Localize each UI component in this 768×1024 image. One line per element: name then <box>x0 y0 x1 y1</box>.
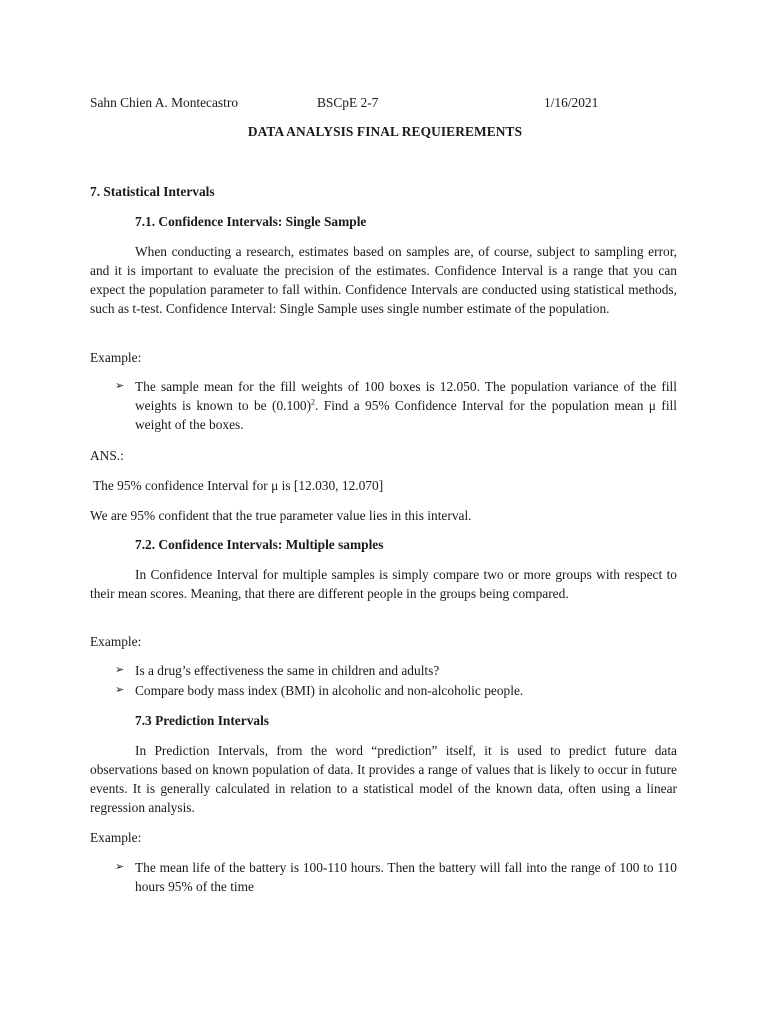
course-section: BSCpE 2-7 <box>317 95 379 110</box>
section-heading: 7. Statistical Intervals <box>90 184 215 199</box>
subsection-heading-7-2: 7.2. Confidence Intervals: Multiple samples <box>135 537 384 552</box>
superscript: 2 <box>311 397 316 407</box>
bullet-text: Compare body mass index (BMI) in alcoholic and non-alcoholic people. <box>135 683 524 698</box>
arrowhead-bullet-icon: ➢ <box>115 861 125 873</box>
paragraph-confidence-single: When conducting a research, estimates based on samples are, of course, subject to sampling error, and it is important to evaluate the precision of the estimates. Confidence Interval is a range that you can expect the population parameter to fall within. Confidence Intervals are conducted using statistical methods, such as t-test. Confidence Interval: Single Sample uses single number estimate of the population. <box>90 244 677 316</box>
answer-label: ANS.: <box>90 448 124 463</box>
arrowhead-bullet-icon: ➢ <box>115 664 125 676</box>
answer-line: The 95% confidence Interval for μ is [12.030, 12.070] <box>93 478 384 493</box>
example-label-7-2: Example: <box>90 634 142 649</box>
example-label-7-3: Example: <box>90 830 142 845</box>
example-list-7-2 <box>115 661 677 701</box>
bullet-text-part2: . Find a 95% Confidence Interval for the population mean μ fill weight of the boxes. <box>135 398 677 432</box>
subsection-heading-7-1: 7.1. Confidence Intervals: Single Sample <box>135 214 367 229</box>
paragraph-prediction-intervals: In Prediction Intervals, from the word “prediction” itself, it is used to predict future data observations based on known population of data. It provides a range of values that is likely to occur in future events. It is generally calculated in relation to a statistical model of the known data, often using a linear regression analysis. <box>90 743 677 815</box>
author-name: Sahn Chien A. Montecastro <box>90 95 239 110</box>
list-item <box>115 681 677 700</box>
document-title: DATA ANALYSIS FINAL REQUIEREMENTS <box>247 124 523 139</box>
conclusion-line: We are 95% confident that the true parameter value lies in this interval. <box>90 508 472 523</box>
list-item <box>115 661 677 680</box>
arrowhead-bullet-icon: ➢ <box>115 380 125 392</box>
list-item <box>115 858 677 896</box>
bullet-text: Is a drug’s effectiveness the same in children and adults? <box>135 663 440 678</box>
bullet-text: The mean life of the battery is 100-110 hours. Then the battery will fall into the range of 100 to 110 hours 95% of the time <box>135 860 677 894</box>
example-label-7-1: Example: <box>90 350 142 365</box>
subsection-heading-7-3: 7.3 Prediction Intervals <box>135 713 270 728</box>
arrowhead-bullet-icon: ➢ <box>115 684 125 696</box>
example-list-7-1 <box>115 377 677 435</box>
document-date: 1/16/2021 <box>544 95 599 110</box>
paragraph-confidence-multiple: In Confidence Interval for multiple samples is simply compare two or more groups with respect to their mean scores. Meaning, that there are different people in the groups being compared. <box>90 567 677 601</box>
list-item <box>115 377 677 434</box>
example-list-7-3 <box>115 858 677 897</box>
bullet-text-part1: The sample mean for the fill weights of 100 boxes is 12.050. The population variance of the fill weights is known to be (0.100) <box>135 379 677 413</box>
document-header <box>90 93 680 113</box>
